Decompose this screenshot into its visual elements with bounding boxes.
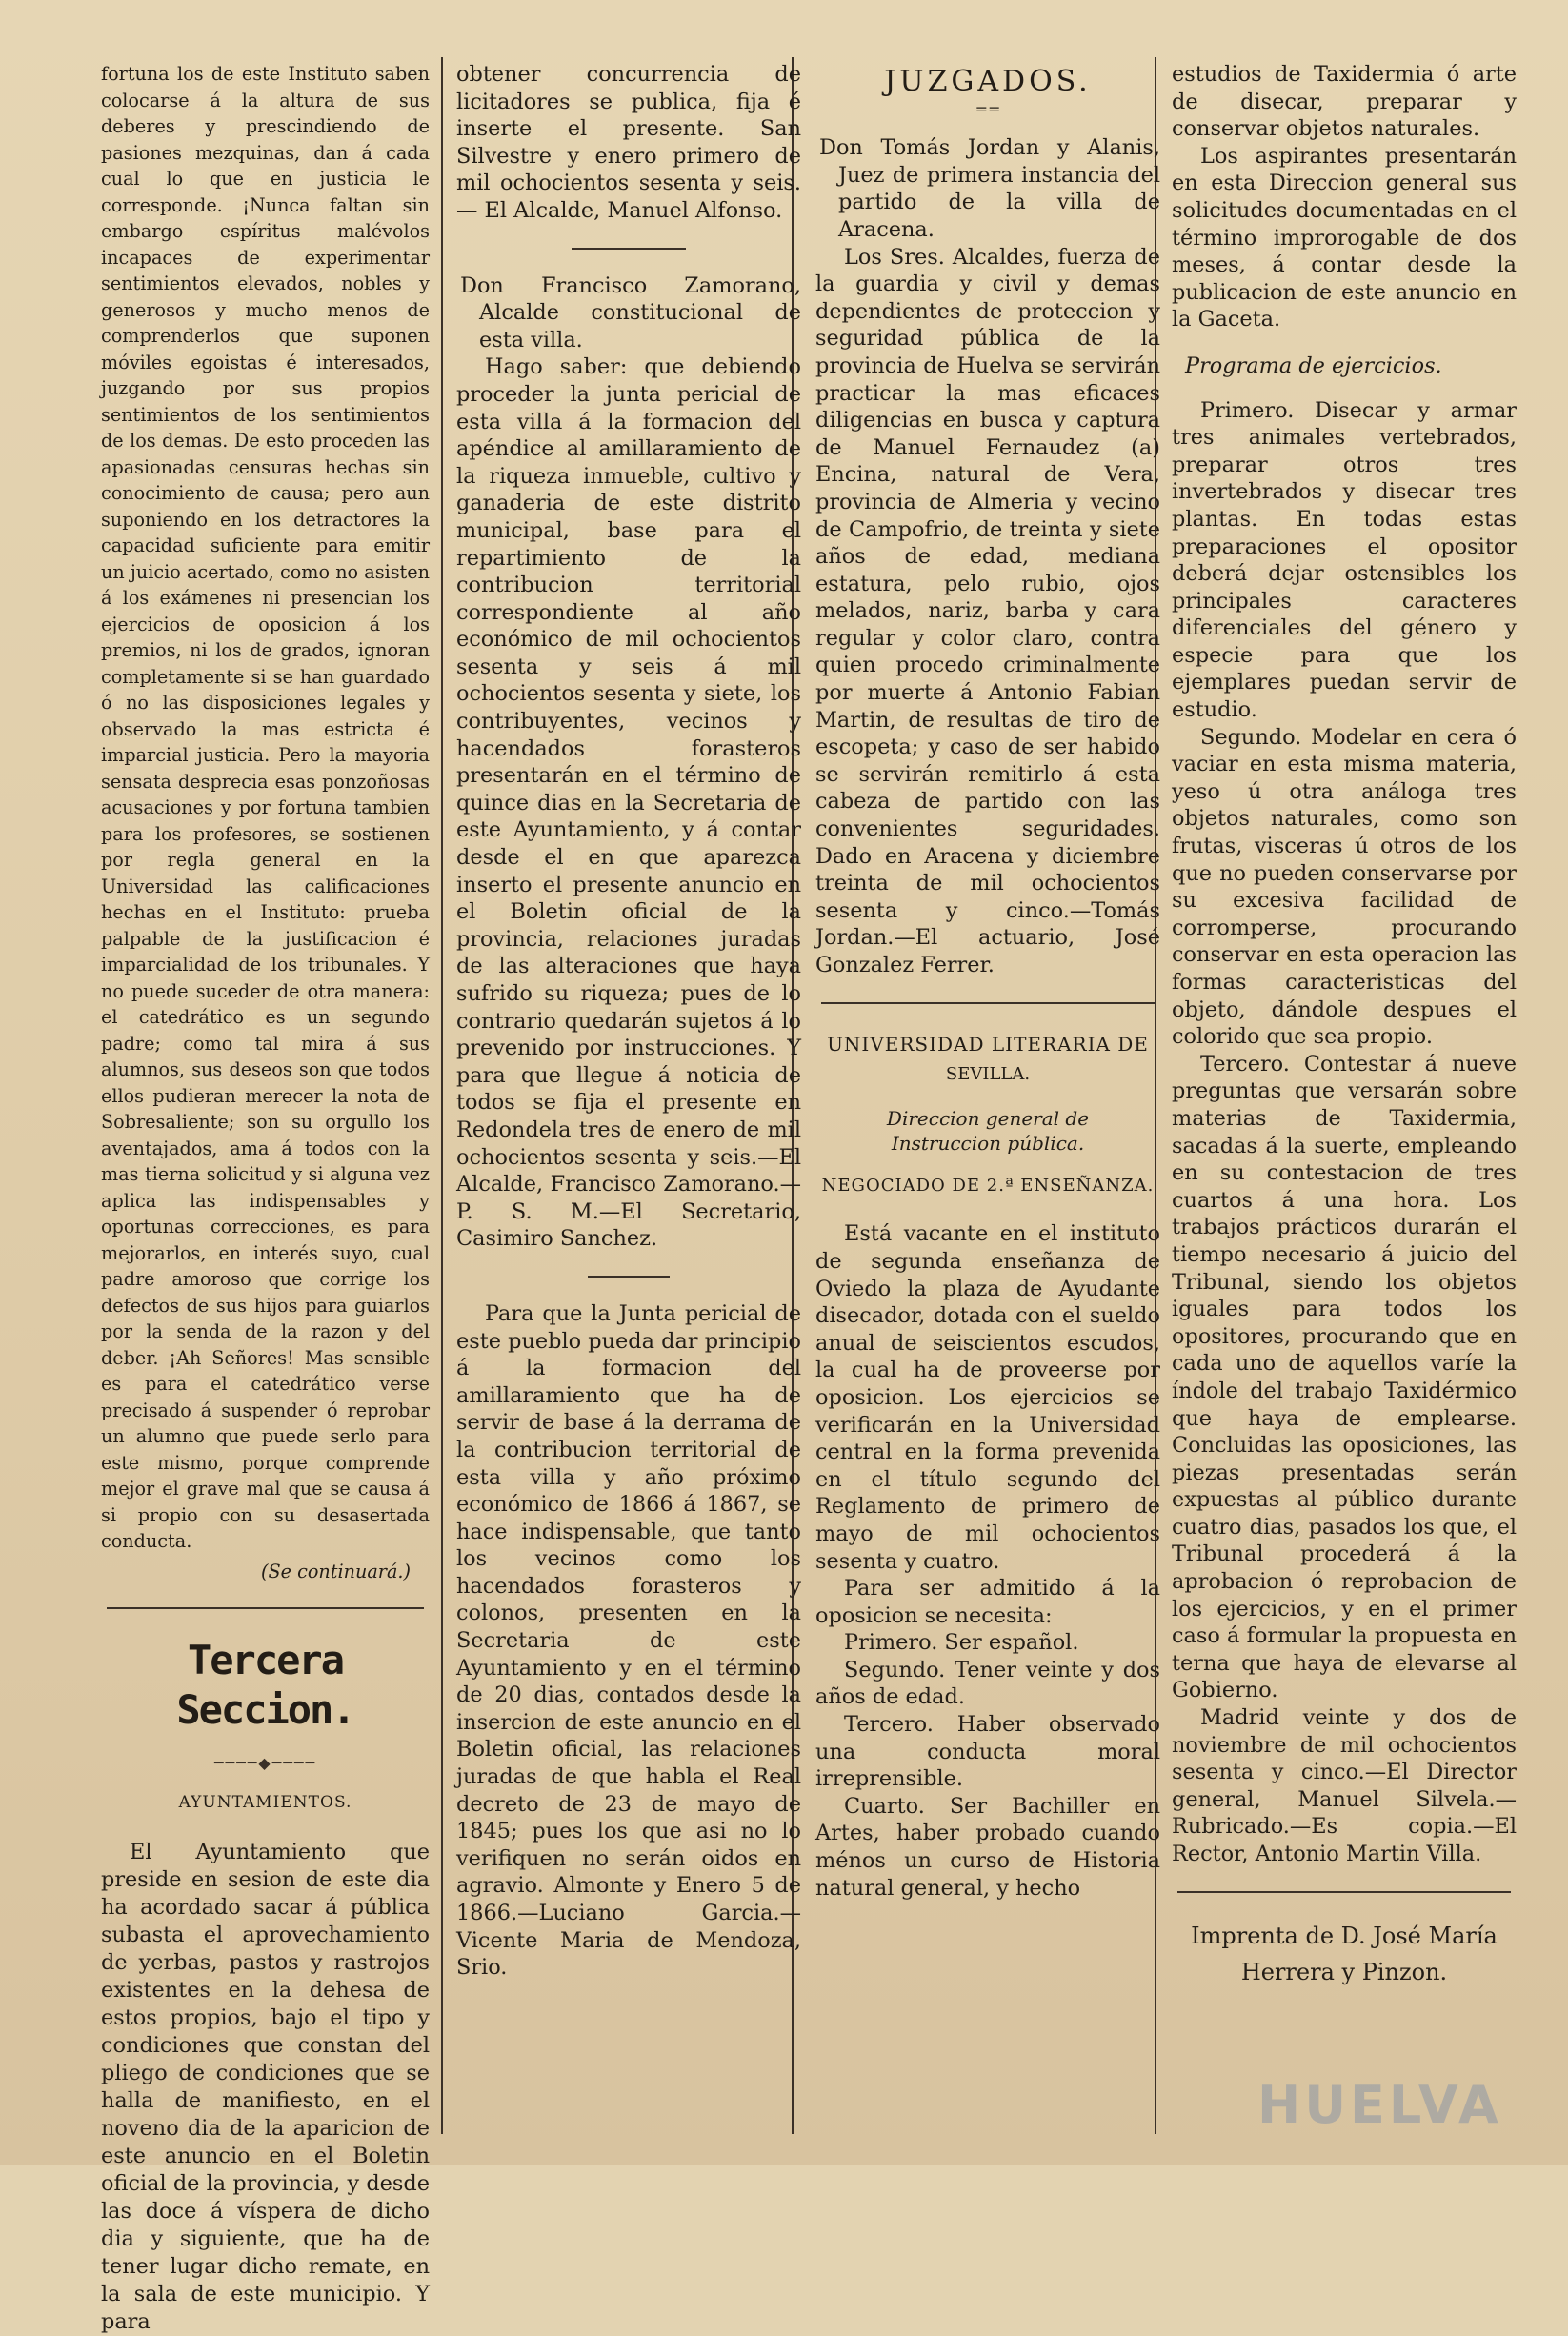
requisito-1: Primero. Ser español. — [844, 1630, 1079, 1656]
divider — [588, 1276, 670, 1278]
column-4 — [1172, 61, 1517, 1990]
column-3 — [815, 61, 1160, 1902]
programa-heading: Programa de ejercicios. — [1185, 352, 1442, 378]
notice-subasta: El Ayuntamiento que preside en sesion de este dia ha acordado sacar á pública subasta el aprovechamiento de yerbas, pastos y rastrojos existentes en la dehesa de estos propios, bajo el tipo y condiciones que constan del pliego de condiciones que se halla de manifiesto, en el noveno dia de la aparicion de este anuncio en el Boletin oficial de la provincia, y desde las doce á víspera de dicho dia y siguiente, que ha de tener lugar dicho remate, en la sala de este municipio. Y para — [101, 1840, 430, 2334]
vacante-notice: Está vacante en el instituto de segunda enseñanza de Oviedo la plaza de Ayudante disecador, dotada con el sueldo anual de seiscientos escudos, la cual ha de proveerse por oposicion. Los ejercicios se verificarán en la Universidad central en la forma prevenida en el título segundo del Reglamento de primero de mayo de mil ochocientos sesenta y cuatro. — [815, 1221, 1160, 1574]
notice-zamorano-heading: Don Francisco Zamorano, Alcalde constitucional de esta villa. — [460, 272, 801, 352]
printer-line-1: Imprenta de D. José María — [1191, 1922, 1498, 1949]
continued-note: (Se continuará.) — [261, 1560, 411, 1582]
signature-block: Madrid veinte y dos de noviembre de mil ochocientos sesenta y cinco.—El Director general, Manuel Silvela.—Rubricado.—Es copia.—El Rector, Antonio Martin Villa. — [1172, 1705, 1517, 1866]
negociado-heading: NEGOCIADO DE 2.ª ENSEÑANZA. — [821, 1175, 1155, 1196]
sevilla-heading: SEVILLA. — [945, 1064, 1031, 1085]
judge-heading: Don Tomás Jordan y Alanis, Juez de primera instancia del partido de la villa de Aracena. — [819, 135, 1160, 242]
ejercicio-3: Tercero. Contestar á nueve preguntas que versarán sobre materias de Taxidermia, sacadas á la suerte, empleando en su contestacion de tres cuartos á una hora. Los trabajos prácticos durarán el tiempo necesario á juicio del Tribunal, siendo los objetos iguales para todos los opositores, procurando que en cada uno de aquellos varíe la índole del trabajo Taxidérmico que haya de emplearse. Concluidas las oposiciones, las piezas presentadas serán expuestas al público durante cuatro dias, pasados los que, el Tribunal procederá á la aprobacion ó reprobacion de los ejercicios, y en el primer caso á formular la propuesta en terna que haya de elevarse al Gobierno. — [1172, 1051, 1517, 1703]
requisitos-intro: Para ser admitido á la oposicion se necesita: — [815, 1576, 1160, 1628]
ayuntamientos-heading: AYUNTAMIENTOS. — [178, 1792, 352, 1812]
column-1 — [101, 61, 430, 2336]
column-divider — [441, 57, 443, 2134]
aspirantes-notice: Los aspirantes presentarán en esta Direccion general sus solicitudes documentadas en el término improrogable de dos meses, á contar desde la publicacion de este anuncio en la Gaceta. — [1172, 143, 1517, 332]
judge-notice: Los Sres. Alcaldes, fuerza de la guardia y civil y demas dependientes de proteccion y seguridad pública de la provincia de Huelva se servirán practicar la mas eficaces diligencias en busca y captura de Manuel Fernaudez (a) Encina, natural de Vera, provincia de Almeria y vecino de Campofrio, de treinta y siete años de edad, mediana estatura, pelo rubio, ojos melados, nariz, barba y cara regular y color claro, contra quien procedo criminalmente por muerte á Antonio Fabian Martin, de resultas de tiro de escopeta; y caso de ser habido se servirán remitirlo á esta cabeza de partido con las convenientes seguridades. Dado en Aracena y diciembre treinta de mil ochocientos sesenta y cinco.—Tomás Jordan.—El actuario, José Gonzalez Ferrer. — [815, 244, 1160, 977]
notice-almonte: Para que la Junta pericial de este pueblo pueda dar principio á la formacion del amillaramiento que ha de servir de base á la derrama de la contribucion territorial de esta villa y año próximo económico de 1866 á 1867, se hace indispensable, que tanto los vecinos como los hacendados forasteros y colonos, presenten en la Secretaria de este Ayuntamiento y en el término de 20 dias, contados desde la insercion de este anuncio en el Boletin oficial, las relaciones juradas de que habla el Real decreto de 23 de mayo de 1845; pues los que asi no lo verifiquen no serán oidos en agravio. Almonte y Enero 5 de 1866.—Luciano Garcia.—Vicente Maria de Mendoza, Srio. — [456, 1300, 801, 1981]
ejercicio-1: Primero. Disecar y armar tres animales vertebrados, preparar otros tres invertebrados y disecar tres plantas. En todas estas preparaciones el opositor deberá dejar ostensibles los principales caracteres diferenciales del género y especie para que los ejemplares puedan servir de estudio. — [1172, 397, 1517, 723]
requisito-2: Segundo. Tener veinte y dos años de edad. — [815, 1657, 1160, 1710]
notice-zamorano: Hago saber: que debiendo proceder la junta pericial de esta villa á la formacion del apéndice al amillaramiento de la riqueza inmueble, cultivo y ganaderia de este distrito municipal, base para el repartimiento de la contribucion territorial correspondiente al año económico de mil ochocientos sesenta y seis á mil ochocientos sesenta y siete, los contribuyentes, vecinos y hacendados forasteros presentarán en el término de quince dias en la Secretaria de este Ayuntamiento, y á contar desde el en que aparezca inserto el presente anuncio en el Boletin oficial de la provincia, relaciones juradas de las alteraciones que haya sufrido su riqueza; pues de lo contrario quedarán sujetos á lo prevenido por instrucciones. Y para que llegue á noticia de todos se fija el presente en Redondela tres de enero de mil ochocientos sesenta y seis.—El Alcalde, Francisco Zamorano.—P. S. M.—El Secretario, Casimiro Sanchez. — [456, 354, 801, 1252]
section-divider — [821, 1002, 1155, 1004]
requisito-4-end: estudios de Taxidermia ó arte de disecar, preparar y conservar objetos naturales. — [1172, 62, 1517, 142]
printer-imprint — [1172, 1918, 1517, 1990]
divider — [572, 248, 686, 250]
requisito-4: Cuarto. Ser Bachiller en Artes, haber probado cuando ménos un curso de Historia natural general, y hecho — [815, 1793, 1160, 1901]
direccion-heading: Direccion general de Instruccion pública. — [886, 1106, 1090, 1155]
column-2 — [456, 61, 801, 1982]
article-continuation: fortuna los de este Instituto saben colocarse á la altura de sus deberes y prescindiendo de pasiones mezquinas, dan á cada cual lo que en justicia le corresponde. ¡Nunca faltan sin embargo espíritus malévolos incapaces de experimentar sentimientos elevados, nobles y generosos y mucho menos de comprenderlos que suponen móviles egoistas é interesados, juzgando por sus propios sentimientos de los sentimientos de los demas. De esto proceden las apasionadas censuras hechas sin conocimiento de causa; pero aun suponiendo en los detractores la capacidad suficiente para emitir un juicio acertado, como no asisten á los exámenes ni presencian los ejercicios de oposicion á los premios, ni los de grados, ignoran completamente si se han guardado ó no las disposiciones legales y observado la mas estricta é imparcial justicia. Pero la mayoria sensata desprecia esas ponzoñosas acusaciones y por fortuna tambien para los profesores, se sostienen por regla general en la Universidad las calificaciones hechas en el Instituto: prueba palpable de la justificacion é imparcialidad de los tribunales. Y no puede suceder de otra manera: el catedrático es un segundo padre; como tal mira á sus alumnos, sus deseos son que todos ellos pudieran merecer la nota de Sobresaliente; son su orgullo los aventajados, ama á todos con la mas tierna solicitud y si alguna vez aplica las indispensables y oportunas correcciones, es para mejorarlos, en interés suyo, cual padre amoroso que corrige los defectos de sus hijos para guiarlos por la senda de la razon y del deber. ¡Ah Señores! Mas sensible es para el catedrático verse precisado á suspender ó reprobar un alumno que puede serlo para este mismo, porque comprende mejor el grave mal que se causa á si propio con su desasertada conducta. — [101, 63, 430, 1552]
juzgados-ornament: == — [975, 99, 1001, 118]
archive-watermark: HUELVA — [1257, 2075, 1502, 2135]
printer-line-2: Herrera y Pinzon. — [1240, 1958, 1448, 1985]
universidad-heading: UNIVERSIDAD LITERARIA DE — [827, 1032, 1149, 1056]
ornament-divider: ────◆──── — [213, 1754, 317, 1772]
section-divider — [107, 1607, 424, 1609]
ejercicio-2: Segundo. Modelar en cera ó vaciar en esta misma materia, yeso ú otra análoga tres objetos naturales, como son frutas, visceras ú otros de los que no pueden conservarse por su excesiva facilidad de corromperse, procurando conservar en esta operacion las formas caracteristicas del objeto, dándole despues el colorido que sea propio. — [1172, 724, 1517, 1050]
notice-subasta-end: obtener concurrencia de licitadores se publica, fija é inserte el presente. San Silvestre y enero primero de mil ochocientos sesenta y seis.— El Alcalde, Manuel Alfonso. — [456, 62, 801, 223]
juzgados-heading: JUZGADOS. — [884, 65, 1092, 98]
section-title: Tercera Seccion. — [176, 1637, 354, 1733]
section-divider — [1177, 1891, 1511, 1893]
requisito-3: Tercero. Haber observado una conducta moral irreprensible. — [815, 1712, 1160, 1792]
